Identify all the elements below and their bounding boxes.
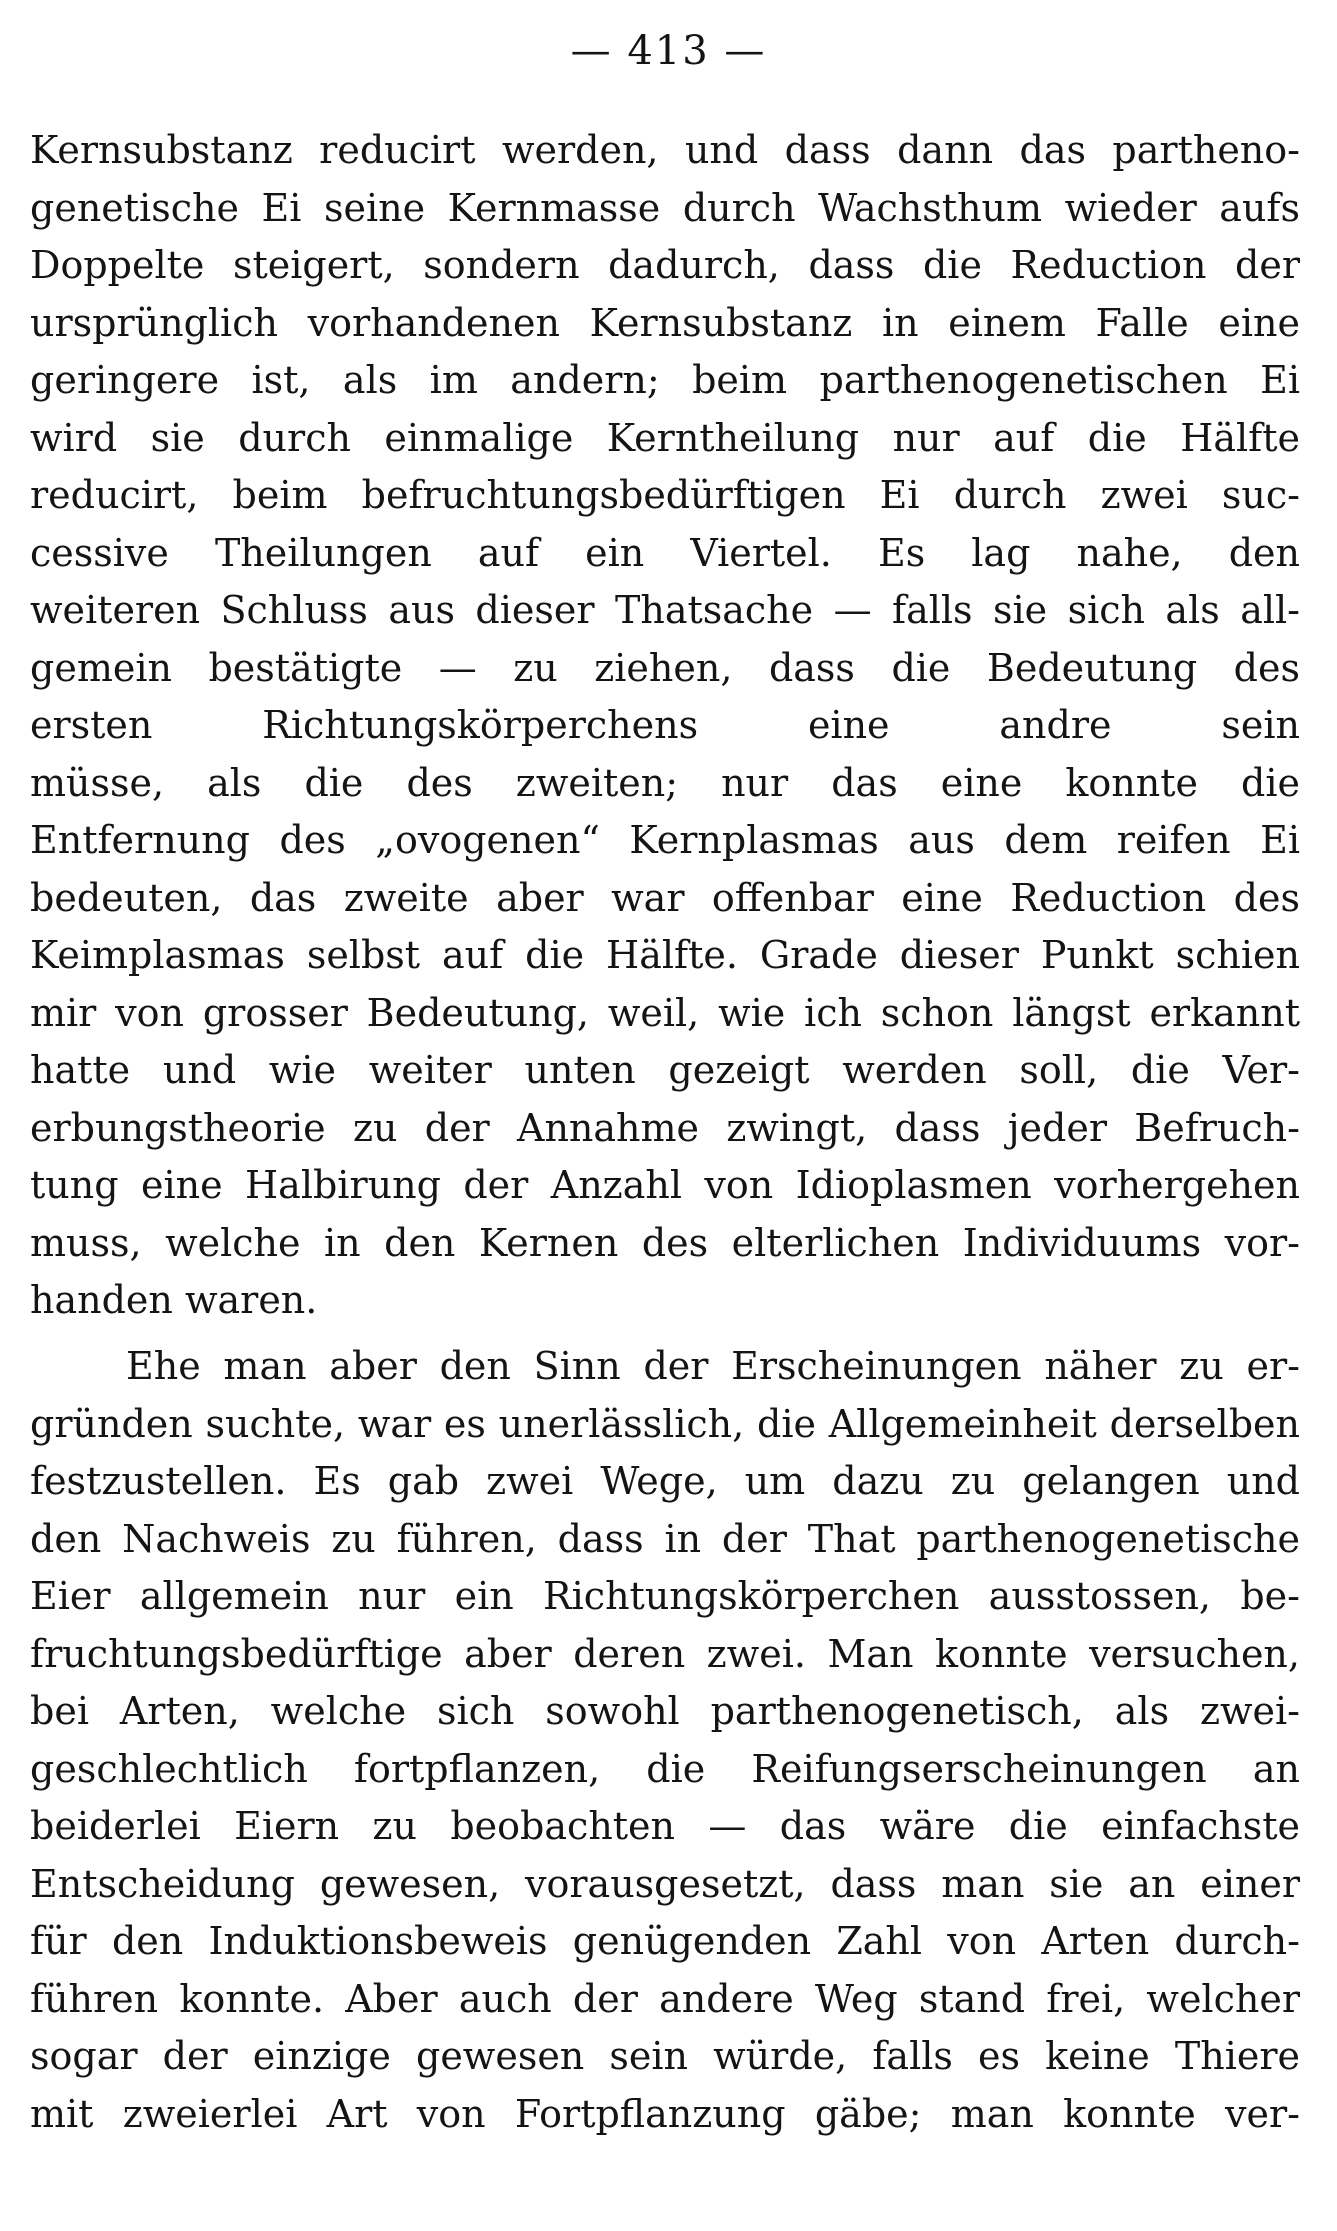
text-line: Ehe man aber den Sinn der Erscheinungen näher zu er-	[126, 1344, 1300, 1388]
text-line: geschlechtlich fortpflanzen, die Reifungserscheinungen an	[30, 1746, 1300, 1791]
text-line: wird sie durch einmalige Kerntheilung nur auf die Hälfte	[30, 415, 1300, 460]
text-line: für den Induktionsbeweis genügenden Zahl von Arten durch-	[30, 1919, 1300, 1963]
text-line: Kernsubstanz reducirt werden, und dass dann das partheno-	[30, 128, 1300, 172]
text-line: cessive Theilungen auf ein Viertel. Es lag nahe, den	[30, 530, 1300, 575]
text-line: führen konnte. Aber auch der andere Weg stand frei, welcher	[30, 1976, 1300, 2021]
text-line: handen waren.	[30, 1278, 318, 1322]
paragraph-1	[30, 122, 1300, 1330]
text-line: ersten Richtungskörperchens eine andre sein	[30, 703, 1300, 747]
text-line: Entfernung des „ovogenen“ Kernplasmas aus dem reifen Ei	[30, 818, 1300, 862]
text-line: weiteren Schluss aus dieser Thatsache — falls sie sich als all-	[30, 588, 1300, 632]
text-line: gründen suchte, war es unerlässlich, die Allgemeinheit derselben	[30, 1401, 1300, 1446]
text-line: beiderlei Eiern zu beobachten — das wäre die einfachste	[30, 1804, 1300, 1848]
text-line: müsse, als die des zweiten; nur das eine konnte die	[30, 760, 1300, 805]
text-line: geringere ist, als im andern; beim parthenogenetischen Ei	[30, 358, 1300, 402]
text-line: mit zweierlei Art von Fortpflanzung gäbe; man konnte ver-	[30, 2091, 1300, 2136]
text-line: Entscheidung gewesen, vorausgesetzt, dass man sie an einer	[30, 1861, 1300, 1906]
text-line: sogar der einzige gewesen sein würde, falls es keine Thiere	[30, 2034, 1300, 2078]
text-line: festzustellen. Es gab zwei Wege, um dazu zu gelangen und	[30, 1459, 1300, 1503]
text-line: gemein bestätigte — zu ziehen, dass die Bedeutung des	[30, 645, 1300, 690]
text-line: tung eine Halbirung der Anzahl von Idioplasmen vorhergehen	[30, 1163, 1300, 1207]
text-line: fruchtungsbedürftige aber deren zwei. Man konnte versuchen,	[30, 1631, 1300, 1676]
text-line: ursprünglich vorhandenen Kernsubstanz in einem Falle eine	[30, 300, 1300, 345]
text-line: bei Arten, welche sich sowohl parthenogenetisch, als zwei-	[30, 1689, 1300, 1733]
text-line: hatte und wie weiter unten gezeigt werden soll, die Ver-	[30, 1048, 1300, 1092]
text-line: den Nachweis zu führen, dass in der That parthenogenetische	[30, 1516, 1300, 1561]
text-line: muss, welche in den Kernen des elterlichen Individuums vor-	[30, 1220, 1300, 1265]
text-line: erbungstheorie zu der Annahme zwingt, dass jeder Befruch-	[30, 1105, 1300, 1150]
paragraph-2	[30, 1338, 1300, 2143]
text-line: reducirt, beim befruchtungsbedürftigen Ei durch zwei suc-	[30, 473, 1300, 517]
text-line: bedeuten, das zweite aber war offenbar eine Reduction des	[30, 875, 1300, 920]
text-line: mir von grosser Bedeutung, weil, wie ich schon längst erkannt	[30, 990, 1300, 1035]
text-line: genetische Ei seine Kernmasse durch Wachsthum wieder aufs	[30, 185, 1300, 230]
text-line: Doppelte steigert, sondern dadurch, dass die Reduction der	[30, 243, 1300, 287]
text-line: Keimplasmas selbst auf die Hälfte. Grade dieser Punkt schien	[30, 933, 1300, 977]
page-number: — 413 —	[570, 28, 767, 74]
text-line: Eier allgemein nur ein Richtungskörperchen ausstossen, be-	[30, 1574, 1300, 1618]
